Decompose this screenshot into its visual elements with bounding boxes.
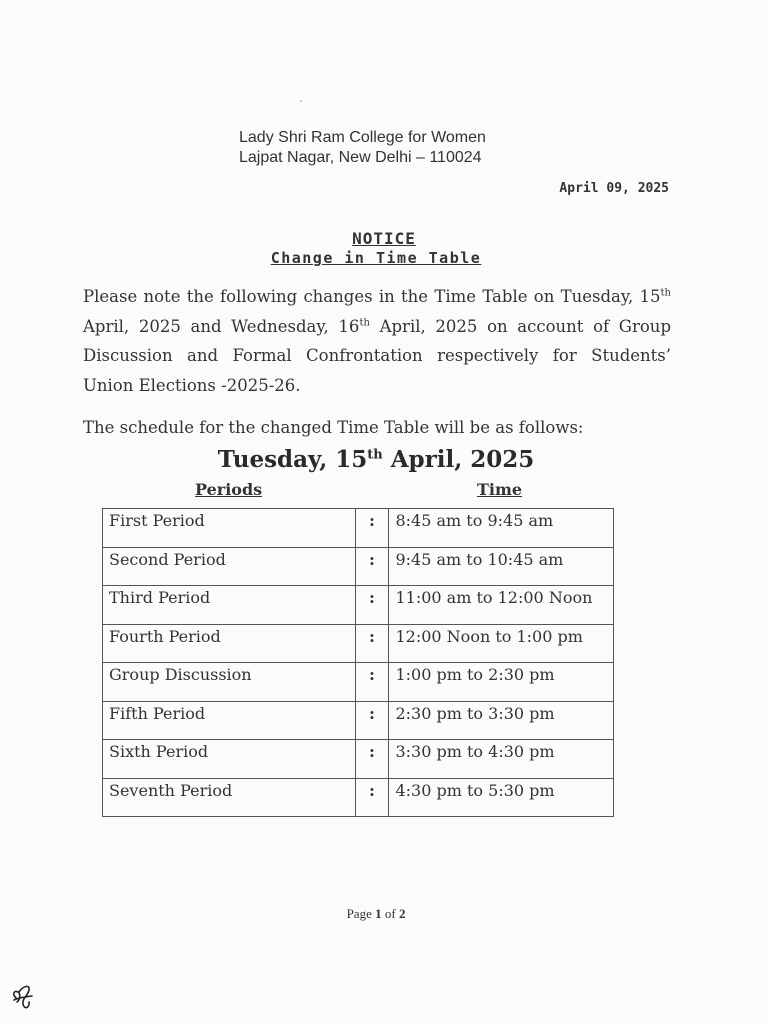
table-row [103, 701, 614, 740]
notice-date: April 09, 2025 [559, 181, 669, 196]
page-word: Page [346, 906, 372, 921]
column-header-time: Time [477, 480, 523, 499]
table-row [103, 778, 614, 817]
separator-cell: : [355, 509, 389, 548]
time-cell: 11:00 am to 12:00 Noon [389, 586, 614, 625]
paragraph-text: April, 2025 and Wednesday, 16 [83, 316, 360, 336]
time-cell: 9:45 am to 10:45 am [389, 547, 614, 586]
table-row [103, 586, 614, 625]
notice-subtitle: Change in Time Table [270, 249, 482, 267]
schedule-intro: The schedule for the changed Time Table will be as follows: [83, 418, 584, 437]
handwritten-initials-icon [10, 978, 36, 1012]
page-number: 1 [375, 906, 382, 921]
letterhead [239, 128, 486, 168]
time-cell: 1:00 pm to 2:30 pm [389, 663, 614, 702]
separator-cell: : [355, 778, 389, 817]
separator-cell: : [355, 624, 389, 663]
page-total: 2 [398, 906, 406, 921]
table-row [103, 624, 614, 663]
ordinal-suffix: th [367, 447, 383, 463]
period-cell: Group Discussion [103, 663, 356, 702]
paragraph-text: April, 2025 on account of Group Discussion and Formal Confrontation respectively for Students’ Union Elections -2025-26. [83, 316, 672, 395]
page-footer [0, 906, 752, 922]
notice-paragraph [83, 282, 671, 400]
time-cell: 4:30 pm to 5:30 pm [389, 778, 614, 817]
table-row [103, 740, 614, 779]
time-cell: 3:30 pm to 4:30 pm [389, 740, 614, 779]
day-heading-text: Tuesday, 15 [217, 446, 368, 473]
time-cell: 2:30 pm to 3:30 pm [389, 701, 614, 740]
separator-cell: : [355, 586, 389, 625]
of-word: of [384, 906, 396, 921]
separator-cell: : [355, 547, 389, 586]
ordinal-suffix: th [660, 287, 671, 299]
schedule-table [102, 508, 614, 817]
period-cell: Second Period [103, 547, 356, 586]
period-cell: Fifth Period [103, 701, 356, 740]
column-header-periods: Periods [195, 480, 263, 499]
separator-cell: : [355, 663, 389, 702]
period-cell: Third Period [103, 586, 356, 625]
time-cell: 12:00 Noon to 1:00 pm [389, 624, 614, 663]
institution-address: Lajpat Nagar, New Delhi – 110024 [239, 149, 482, 166]
period-cell: First Period [103, 509, 356, 548]
period-cell: Seventh Period [103, 778, 356, 817]
time-cell: 8:45 am to 9:45 am [389, 509, 614, 548]
day-heading-text: April, 2025 [382, 446, 535, 473]
ordinal-suffix: th [359, 317, 370, 328]
scan-speck [300, 100, 302, 102]
period-cell: Fourth Period [103, 624, 356, 663]
table-row [103, 547, 614, 586]
period-cell: Sixth Period [103, 740, 356, 779]
day-heading [0, 446, 752, 473]
paragraph-text: Please note the following changes in the Time Table on Tuesday, 15 [83, 287, 661, 306]
separator-cell: : [355, 740, 389, 779]
notice-title: NOTICE [352, 229, 416, 248]
table-row [103, 509, 614, 548]
separator-cell: : [355, 701, 389, 740]
institution-name: Lady Shri Ram College for Women [239, 129, 486, 146]
table-row [103, 663, 614, 702]
